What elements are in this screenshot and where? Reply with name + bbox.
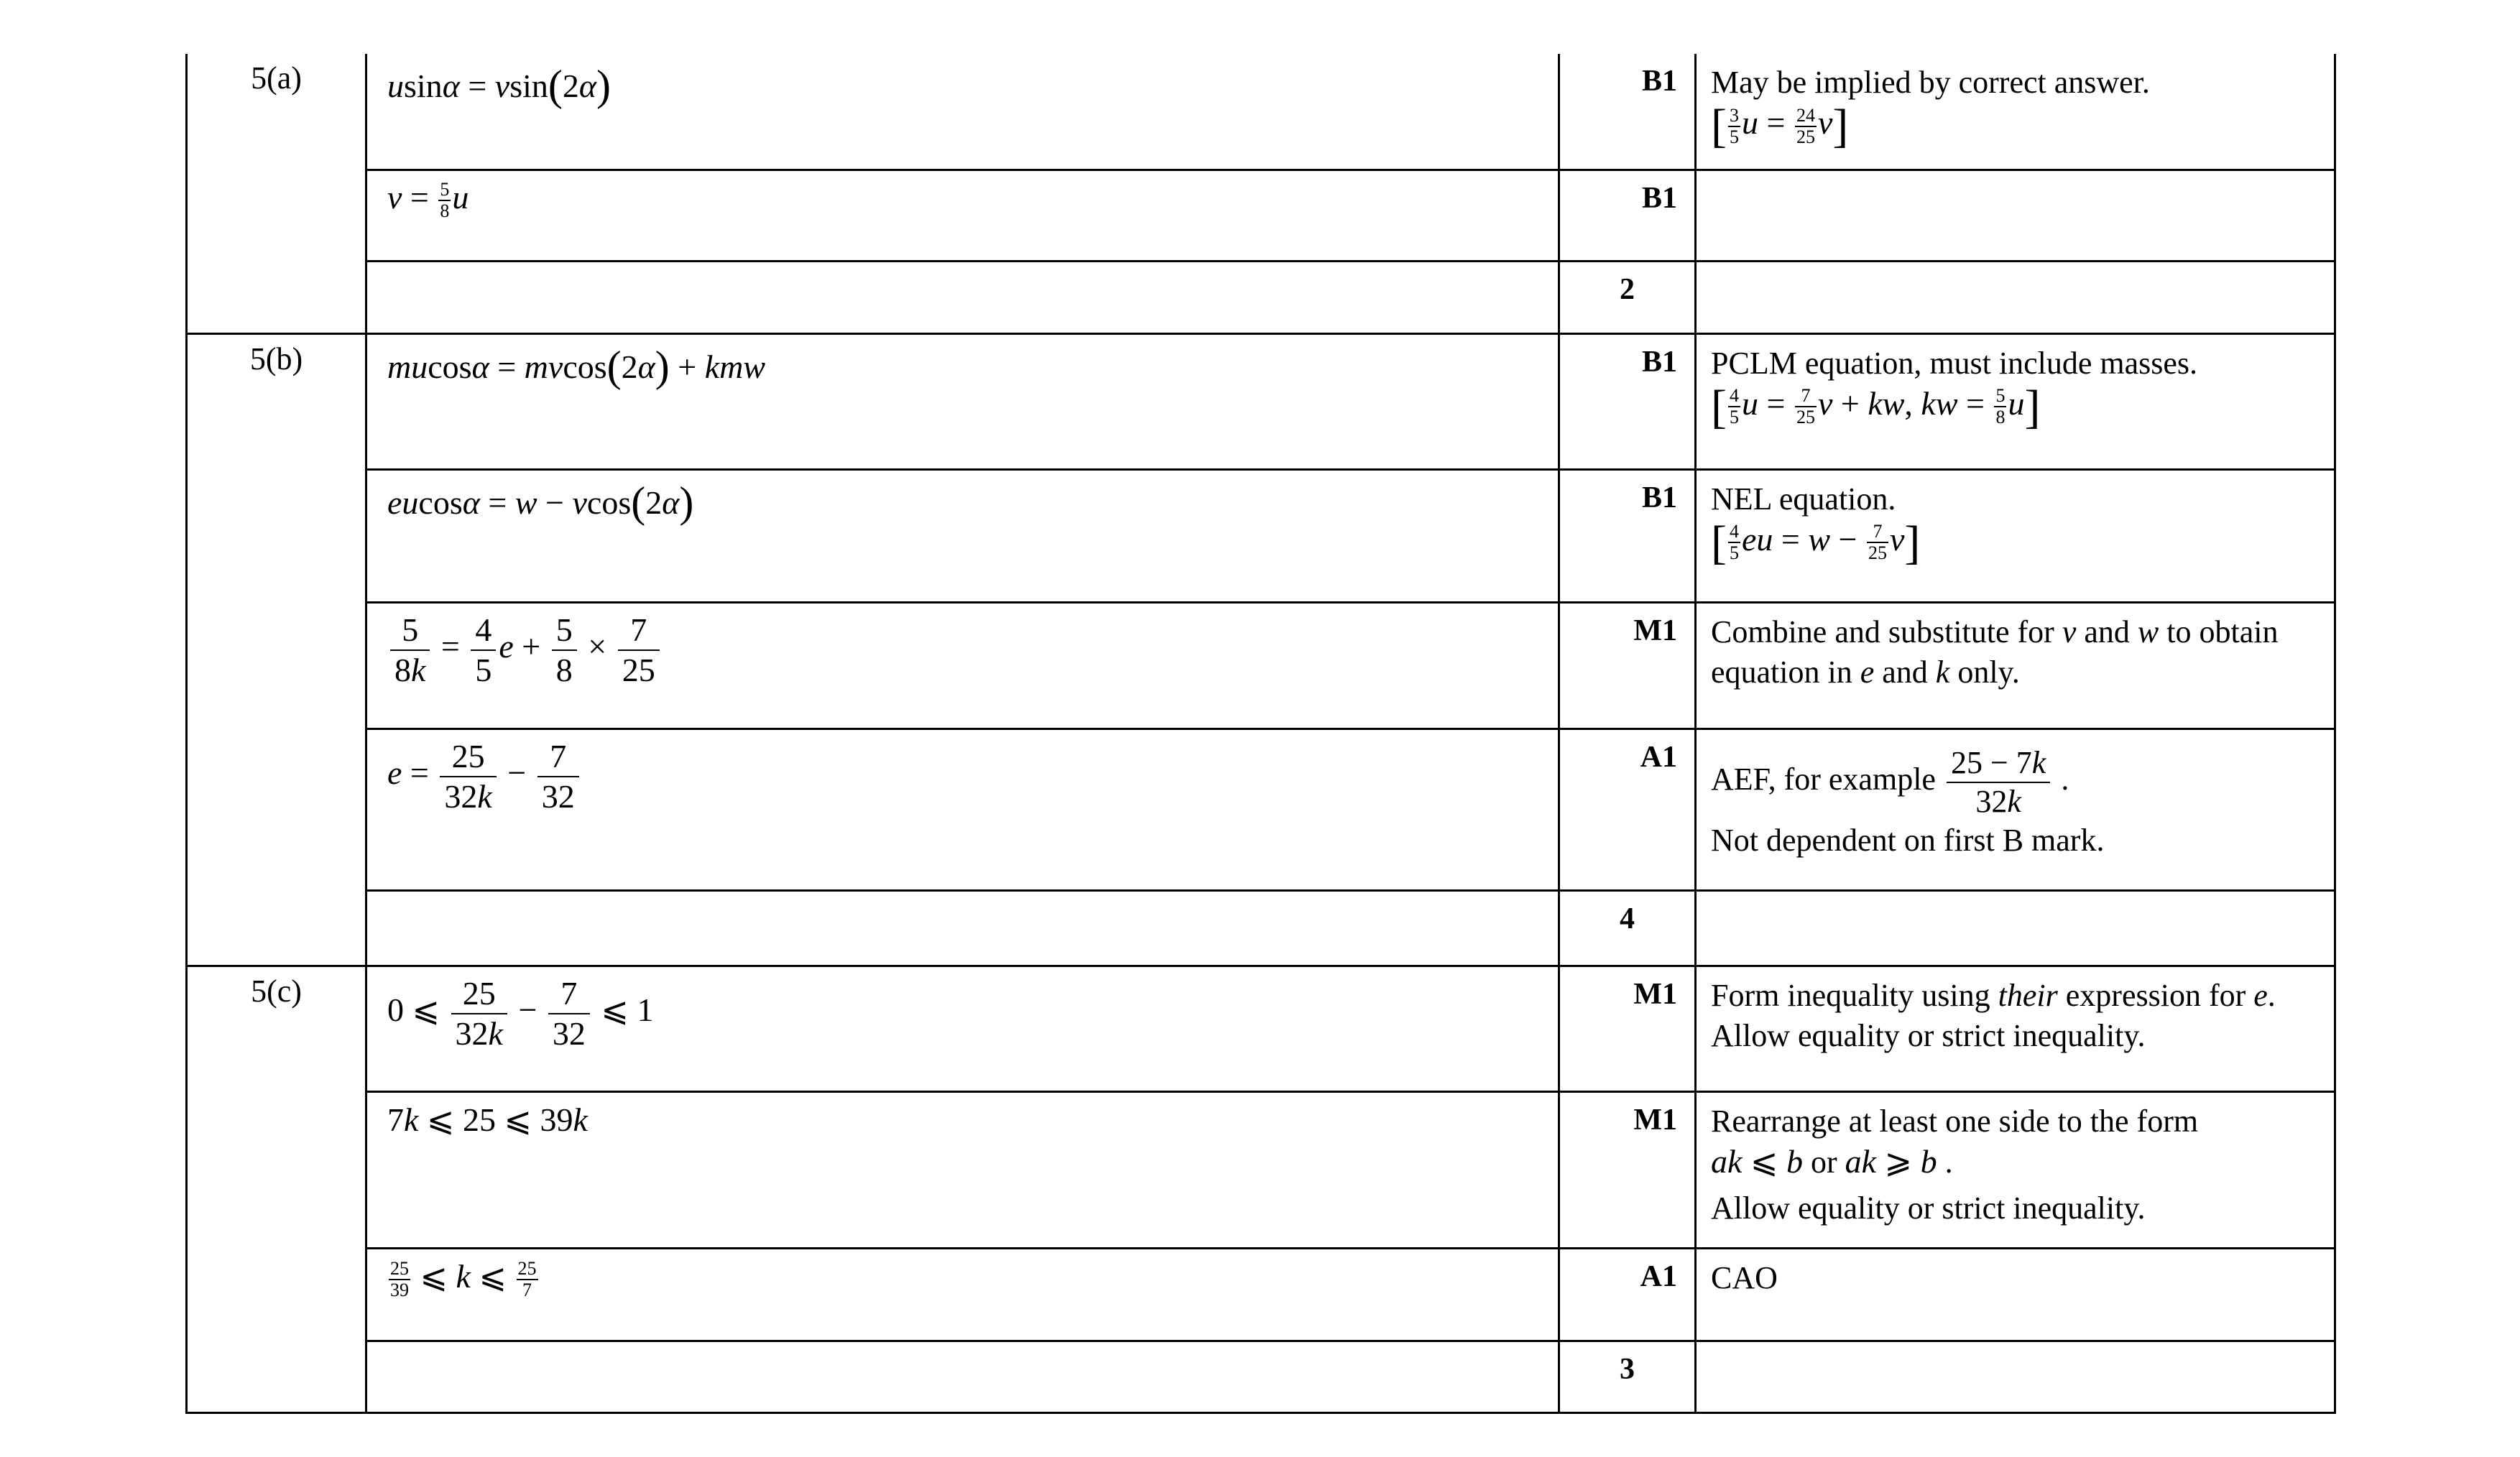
- guidance-text: AEF, for example $\frac{25 - 7k}{32k}$ .: [1711, 744, 2069, 819]
- question-number: 5(b): [187, 333, 366, 966]
- answer-math: mucosα = mvcos(2α) + kmw: [387, 342, 766, 390]
- guidance-cell: [1696, 261, 2335, 333]
- guidance-cell: [1696, 1341, 2335, 1412]
- table-row: [187, 1248, 2335, 1341]
- guidance-cell: [1696, 54, 2335, 170]
- answer-cell: [366, 1341, 1559, 1412]
- mark-cell: M1: [1559, 602, 1696, 728]
- answer-math: e = $\frac{25}{32k}$ − $\frac{7}{32}$: [387, 754, 582, 791]
- answer-math: $\frac{25}{39}$ ⩽ k ⩽ $\frac{25}{7}$: [390, 1257, 537, 1300]
- answer-cell: [366, 170, 1559, 261]
- guidance-text: equation in e and k only.: [1711, 654, 2020, 690]
- table-row: [187, 261, 2335, 333]
- answer-math: usinα = vsin(2α): [387, 62, 611, 109]
- answer-cell: [366, 890, 1559, 966]
- mark-cell: B1: [1559, 333, 1696, 469]
- mark-scheme: [185, 54, 2336, 1414]
- total-mark: 2: [1559, 261, 1696, 333]
- guidance-cell: [1696, 966, 2335, 1091]
- table-row: [187, 966, 2335, 1091]
- total-mark: 4: [1559, 890, 1696, 966]
- table-row: [187, 54, 2335, 170]
- mark-cell: B1: [1559, 170, 1696, 261]
- guidance-math: [ $\frac{3}{5}$ u = $\frac{24}{25}$ v]: [1711, 99, 1849, 152]
- answer-math: v = $\frac{5}{8}$ u: [387, 178, 469, 221]
- table-row: [187, 469, 2335, 602]
- guidance-cell: [1696, 1091, 2335, 1248]
- guidance-text: Form inequality using their expression for e.: [1711, 977, 2276, 1013]
- answer-cell: [366, 966, 1559, 1091]
- guidance-cell: [1696, 602, 2335, 728]
- table-row: [187, 890, 2335, 966]
- table-row: [187, 1091, 2335, 1248]
- mark-cell: A1: [1559, 1248, 1696, 1341]
- guidance-cell: [1696, 890, 2335, 966]
- answer-cell: [366, 1091, 1559, 1248]
- answer-math: 7k ⩽ 25 ⩽ 39k: [387, 1101, 588, 1138]
- answer-cell: [366, 728, 1559, 890]
- total-mark: 3: [1559, 1341, 1696, 1412]
- guidance-text: Combine and substitute for v and w to obtain: [1711, 614, 2279, 649]
- answer-math: 0 ⩽ $\frac{25}{32k}$ − $\frac{7}{32}$ ⩽ 1: [387, 974, 654, 1052]
- mark-cell: A1: [1559, 728, 1696, 890]
- guidance-math: [ $\frac{4}{5}$ eu = w − $\frac{7}{25}$ v]: [1711, 516, 1921, 569]
- mark-cell: B1: [1559, 54, 1696, 170]
- guidance-text: NEL equation.: [1711, 481, 1896, 517]
- answer-math: $\frac{5}{8k}$ = $\frac{4}{5}$ e + $\frac{5}{8}$ × $\frac{7}{25}$: [387, 628, 663, 665]
- guidance-cell: [1696, 333, 2335, 469]
- guidance-text: PCLM equation, must include masses.: [1711, 345, 2198, 381]
- guidance-math: [ $\frac{4}{5}$ u = $\frac{7}{25}$ v + kw, kw = $\frac{5}{8}$ u]: [1711, 380, 2041, 433]
- answer-math: eucosα = w − vcos(2α): [387, 478, 694, 526]
- mark-cell: M1: [1559, 966, 1696, 1091]
- guidance-cell: [1696, 170, 2335, 261]
- answer-cell: [366, 261, 1559, 333]
- guidance-cell: [1696, 1248, 2335, 1341]
- mark-scheme-table: [185, 54, 2336, 1414]
- guidance-text: ak ⩽ b or ak ⩾ b .: [1711, 1142, 1953, 1180]
- table-row: [187, 1341, 2335, 1412]
- mark-cell: B1: [1559, 469, 1696, 602]
- table-row: [187, 170, 2335, 261]
- guidance-text: Allow equality or strict inequality.: [1711, 1190, 2146, 1226]
- question-number: 5(c): [187, 966, 366, 1412]
- table-row: [187, 602, 2335, 728]
- answer-cell: [366, 333, 1559, 469]
- guidance-text: CAO: [1711, 1259, 1778, 1295]
- guidance-text: Rearrange at least one side to the form: [1711, 1103, 2199, 1139]
- table-row: [187, 728, 2335, 890]
- guidance-cell: [1696, 728, 2335, 890]
- mark-cell: M1: [1559, 1091, 1696, 1248]
- answer-cell: [366, 54, 1559, 170]
- guidance-cell: [1696, 469, 2335, 602]
- guidance-text: May be implied by correct answer.: [1711, 65, 2150, 100]
- table-row: [187, 333, 2335, 469]
- guidance-text: Allow equality or strict inequality.: [1711, 1017, 2146, 1053]
- answer-cell: [366, 602, 1559, 728]
- guidance-text: Not dependent on first B mark.: [1711, 822, 2105, 858]
- answer-cell: [366, 1248, 1559, 1341]
- answer-cell: [366, 469, 1559, 602]
- question-number: 5(a): [187, 54, 366, 333]
